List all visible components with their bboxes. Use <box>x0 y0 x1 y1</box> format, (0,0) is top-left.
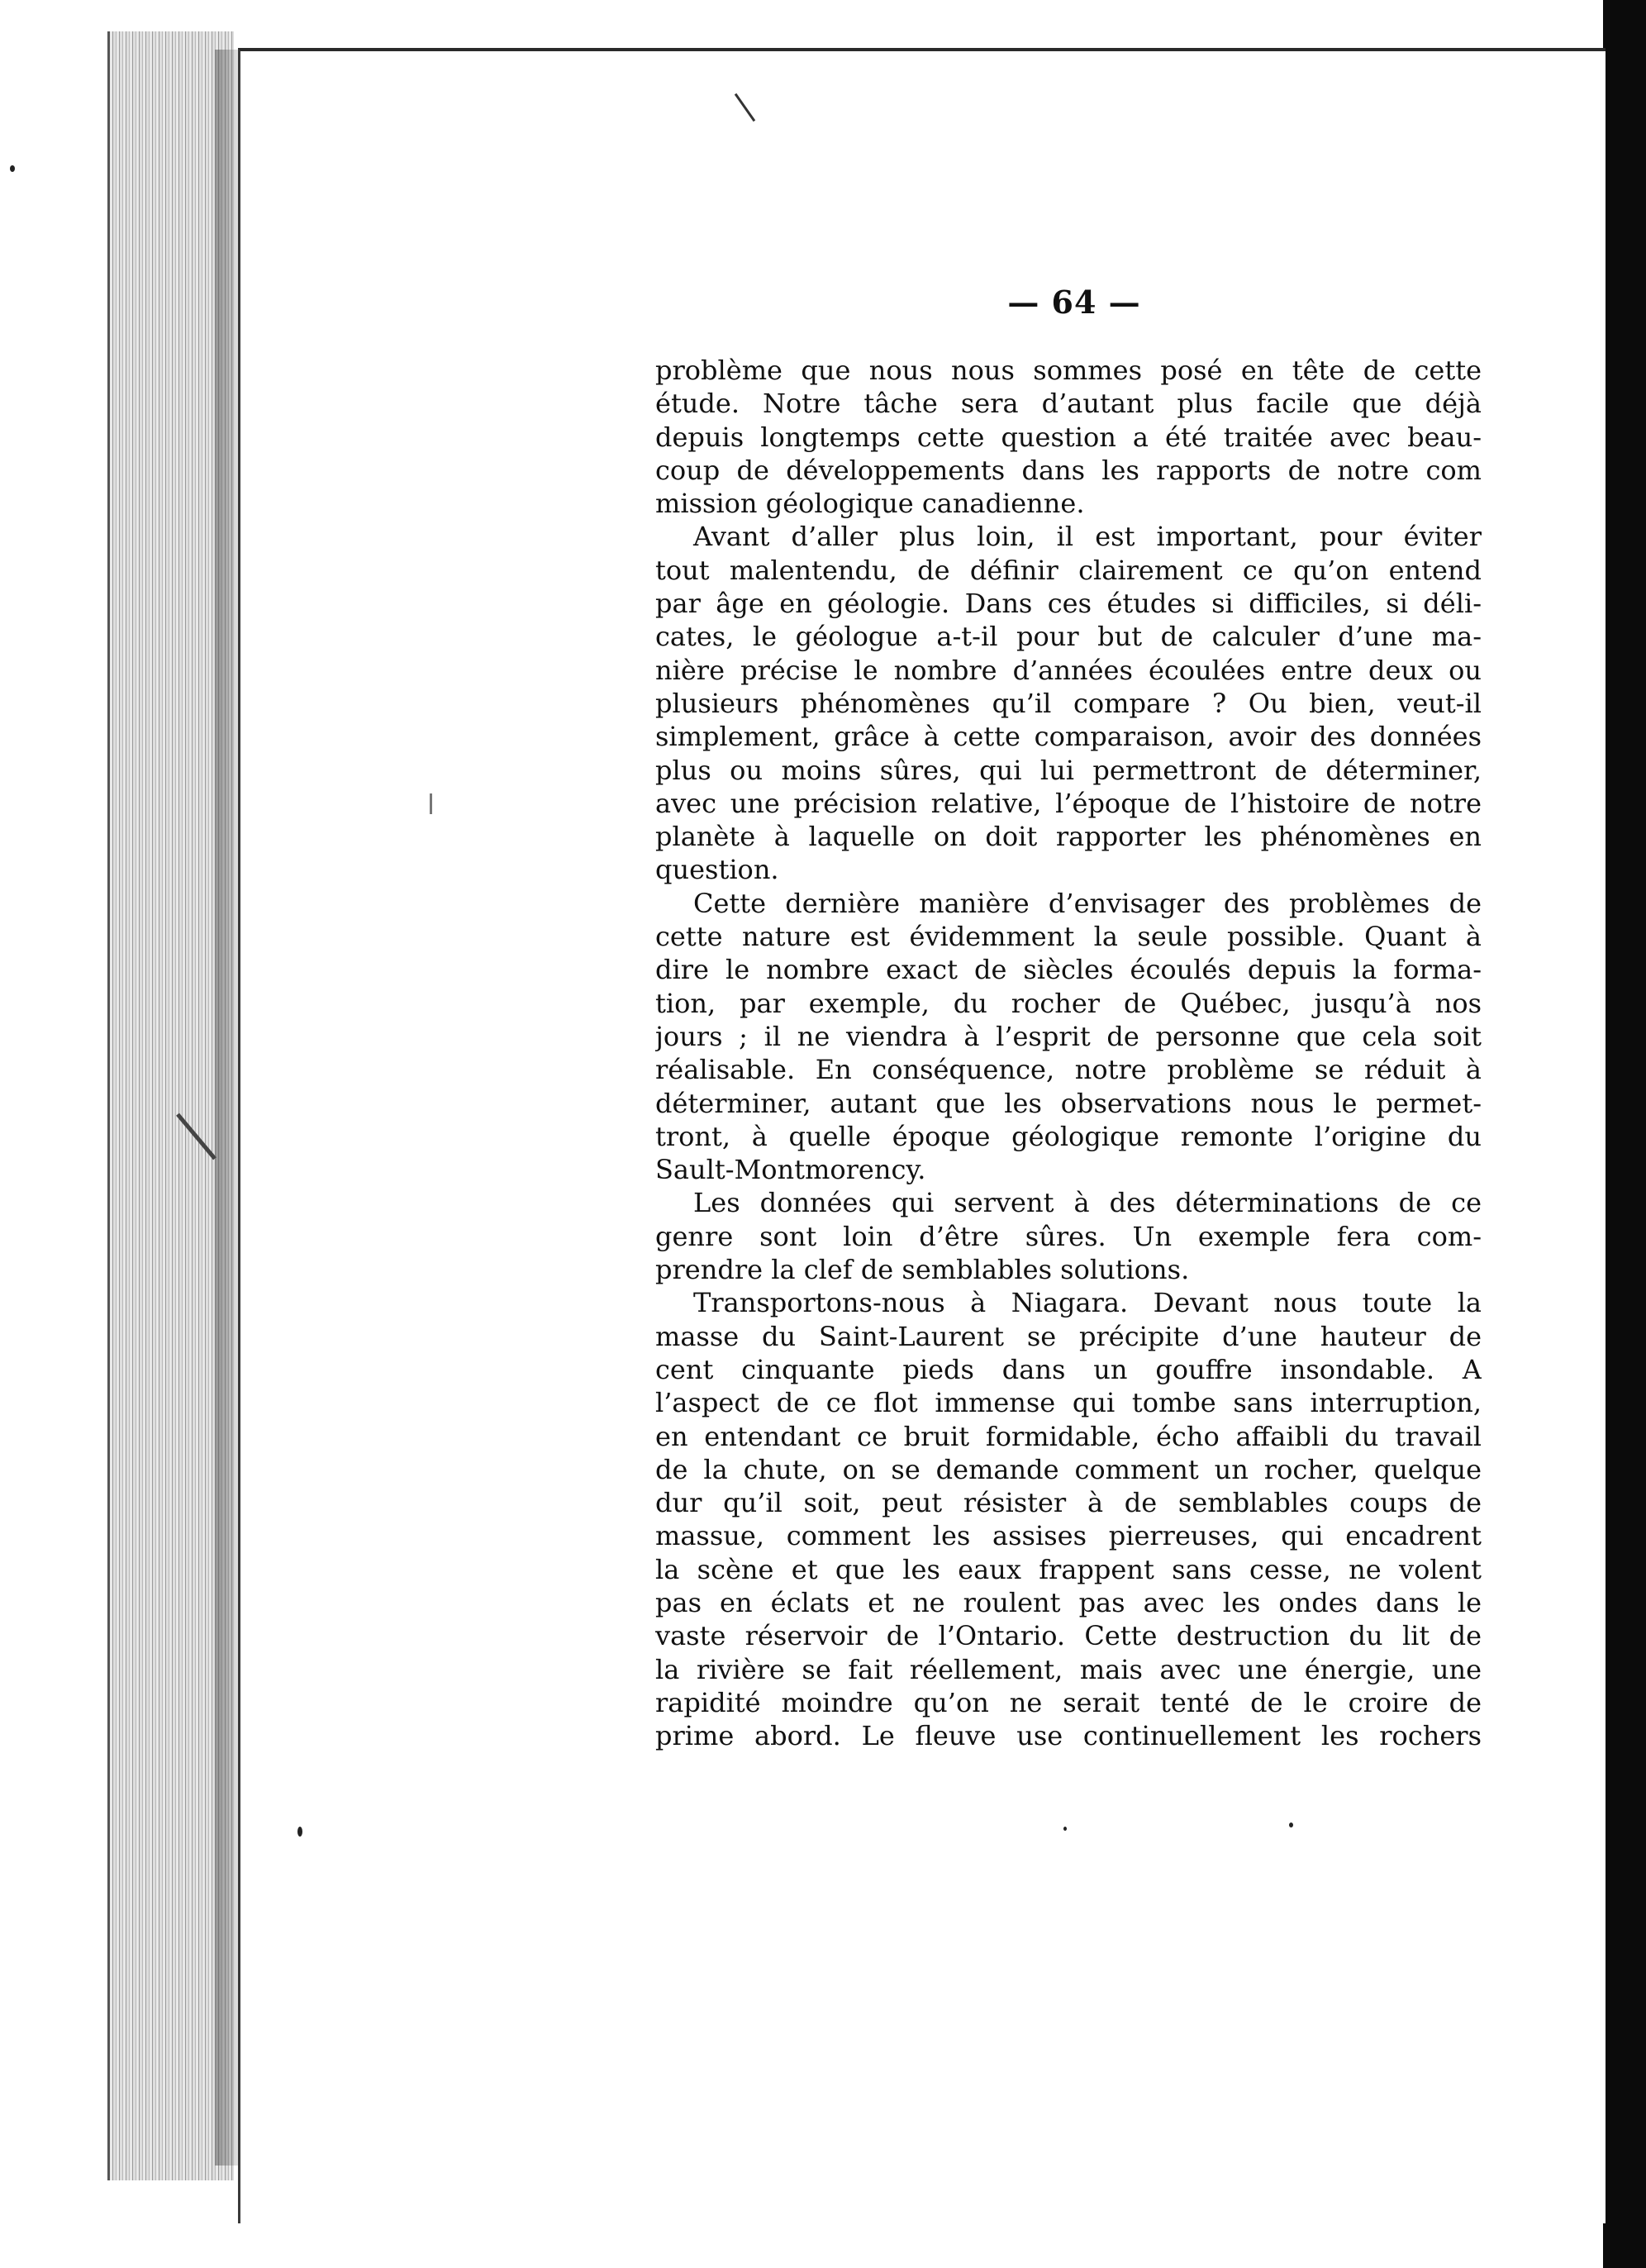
scan-speck <box>1289 1822 1293 1827</box>
text-line: genre sont loin d’être sûres. Un exemple fera com- <box>655 1220 1482 1252</box>
text-line: plus ou moins sûres, qui lui permettront de déterminer, <box>655 754 1482 786</box>
page-number: — 64 — <box>1007 284 1141 321</box>
text-line: question. <box>655 854 779 886</box>
text-line: l’aspect de ce flot immense qui tombe sans interruption, <box>655 1387 1482 1419</box>
text-line: Avant d’aller plus loin, il est important, pour éviter <box>693 521 1482 553</box>
scan-speck <box>1063 1827 1067 1831</box>
text-line: coup de développements dans les rapports de notre com <box>655 454 1482 486</box>
text-line: vaste réservoir de l’Ontario. Cette destruction du lit de <box>655 1620 1482 1652</box>
text-line: de la chute, on se demande comment un rocher, quelque <box>655 1453 1482 1485</box>
text-line: cette nature est évidemment la seule possible. Quant à <box>655 921 1482 953</box>
text-line: la scène et que les eaux frappent sans cesse, ne volent <box>655 1553 1482 1585</box>
text-line: masse du Saint-Laurent se précipite d’une hauteur de <box>655 1320 1482 1352</box>
text-line: Transportons-nous à Niagara. Devant nous toute la <box>693 1287 1482 1319</box>
scan-scratch <box>430 793 432 814</box>
text-line: planète à laquelle on doit rapporter les phénomènes en <box>655 821 1482 853</box>
text-line: rapidité moindre qu’on ne serait tenté de le croire de <box>655 1686 1482 1718</box>
text-line: dur qu’il soit, peut résister à de semblables coups de <box>655 1487 1482 1519</box>
text-line: nière précise le nombre d’années écoulées entre deux ou <box>655 654 1482 686</box>
text-line: depuis longtemps cette question a été traitée avec beau- <box>655 421 1482 453</box>
text-line: mission géologique canadienne. <box>655 488 1085 520</box>
text-line: cates, le géologue a-t-il pour but de calculer d’une ma- <box>655 621 1482 653</box>
text-line: en entendant ce bruit formidable, écho affaibli du travail <box>655 1420 1482 1452</box>
text-line: prendre la clef de semblables solutions. <box>655 1254 1190 1286</box>
text-line: simplement, grâce à cette comparaison, avoir des données <box>655 721 1482 753</box>
text-line: jours ; il ne viendra à l’esprit de personne que cela soit <box>655 1020 1482 1052</box>
text-line: tion, par exemple, du rocher de Québec, jusqu’à nos <box>655 987 1482 1019</box>
text-line: la rivière se fait réellement, mais avec une énergie, une <box>655 1653 1482 1685</box>
text-line: problème que nous nous sommes posé en tête de cette <box>655 355 1482 386</box>
text-line: prime abord. Le fleuve use continuellement les rochers <box>655 1720 1482 1752</box>
text-line: Sault-Montmorency. <box>655 1154 926 1186</box>
text-line: déterminer, autant que les observations nous le permet- <box>655 1087 1482 1119</box>
text-line: plusieurs phénomènes qu’il compare ? Ou bien, veut-il <box>655 687 1482 719</box>
text-line: tront, à quelle époque géologique remonte l’origine du <box>655 1120 1482 1152</box>
text-line: cent cinquante pieds dans un gouffre insondable. A <box>655 1353 1482 1385</box>
text-line: étude. Notre tâche sera d’autant plus facile que déjà <box>655 388 1482 420</box>
text-line: Cette dernière manière d’envisager des problèmes de <box>693 887 1482 919</box>
text-line: tout malentendu, de définir clairement ce qu’on entend <box>655 554 1482 586</box>
text-line: dire le nombre exact de siècles écoulés depuis la forma- <box>655 954 1482 986</box>
text-line: massue, comment les assises pierreuses, qui encadrent <box>655 1520 1482 1552</box>
body-text <box>655 354 1482 1752</box>
text-line: pas en éclats et ne roulent pas avec les ondes dans le <box>655 1586 1482 1618</box>
scan-speck <box>10 165 15 172</box>
text-line: avec une précision relative, l’époque de l’histoire de notre <box>655 787 1482 819</box>
scan-background-right <box>1603 0 1646 2268</box>
text-line: Les données qui servent à des déterminations de ce <box>693 1187 1482 1219</box>
text-line: par âge en géologie. Dans ces études si difficiles, si déli- <box>655 588 1482 620</box>
scan-speck <box>297 1827 302 1837</box>
text-line: réalisable. En conséquence, notre problème se réduit à <box>655 1054 1482 1086</box>
